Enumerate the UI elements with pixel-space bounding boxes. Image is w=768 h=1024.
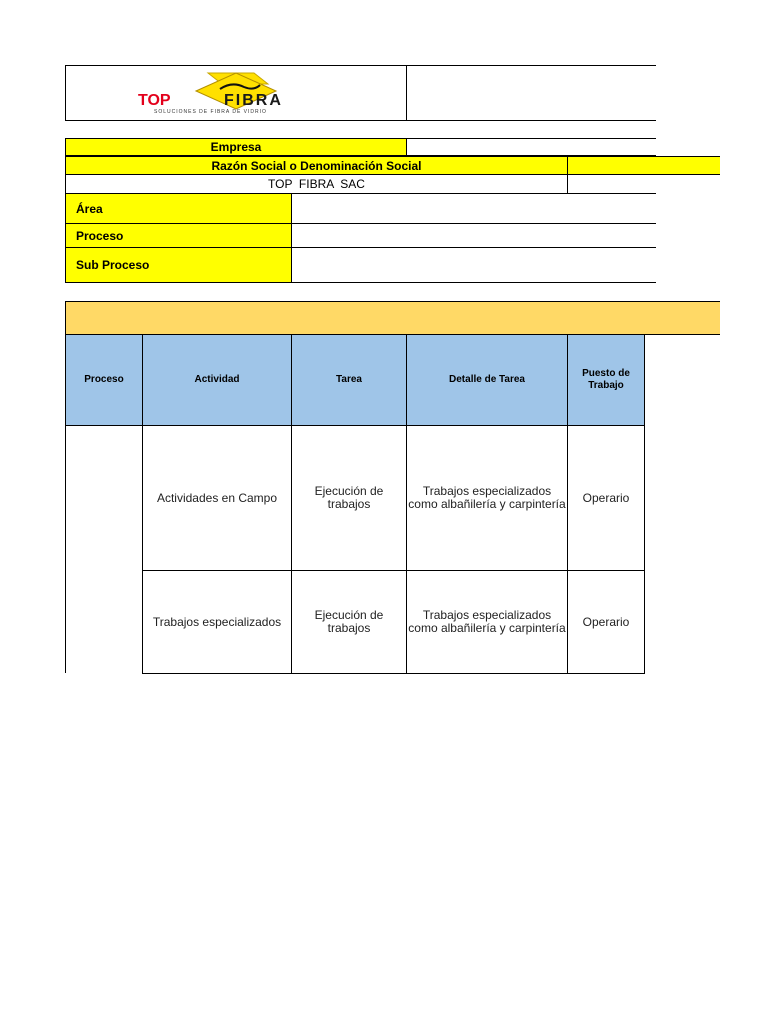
- logo-brand: TOP: [138, 92, 171, 109]
- header-proceso: Proceso: [65, 334, 143, 426]
- table-row-2-puesto: Operario: [567, 570, 645, 674]
- logo-tagline: SOLUCIONES DE FIBRA DE VIDRIO: [154, 109, 267, 115]
- razon-social-extra: [567, 156, 720, 175]
- area-value[interactable]: [291, 193, 656, 224]
- area-label: Área: [65, 193, 292, 224]
- table-row-2-actividad: Trabajos especializados: [142, 570, 292, 674]
- table-row-1-actividad: Actividades en Campo: [142, 425, 292, 571]
- header-actividad: Actividad: [142, 334, 292, 426]
- table-row-1-detalle: Trabajos especializados como albañilería y carpintería: [406, 425, 568, 571]
- logo-right-box: [406, 65, 656, 121]
- table-row-2-detalle: Trabajos especializados como albañilería y carpintería: [406, 570, 568, 674]
- header-puesto: Puesto de Trabajo: [567, 334, 645, 426]
- proceso-value[interactable]: [291, 223, 656, 248]
- table-row-1-puesto: Operario: [567, 425, 645, 571]
- proceso-column-cell: [65, 425, 143, 673]
- table-row-1-tarea: Ejecución de trabajos: [291, 425, 407, 571]
- header-tarea: Tarea: [291, 334, 407, 426]
- razon-social-label: Razón Social o Denominación Social: [65, 156, 568, 175]
- sub-proceso-value[interactable]: [291, 247, 656, 283]
- sub-proceso-label: Sub Proceso: [65, 247, 292, 283]
- header-detalle: Detalle de Tarea: [406, 334, 568, 426]
- table-row-2-tarea: Ejecución de trabajos: [291, 570, 407, 674]
- empresa-label: Empresa: [65, 138, 407, 156]
- razon-social-value: TOP FIBRA SAC: [65, 174, 568, 194]
- section-banner: [65, 301, 720, 335]
- logo-box: [65, 65, 407, 121]
- svg-text:FIBRA: FIBRA: [224, 92, 283, 109]
- company-logo: [136, 71, 336, 115]
- razon-social-extra-value: [567, 174, 656, 194]
- empresa-value[interactable]: [406, 138, 656, 156]
- proceso-label: Proceso: [65, 223, 292, 248]
